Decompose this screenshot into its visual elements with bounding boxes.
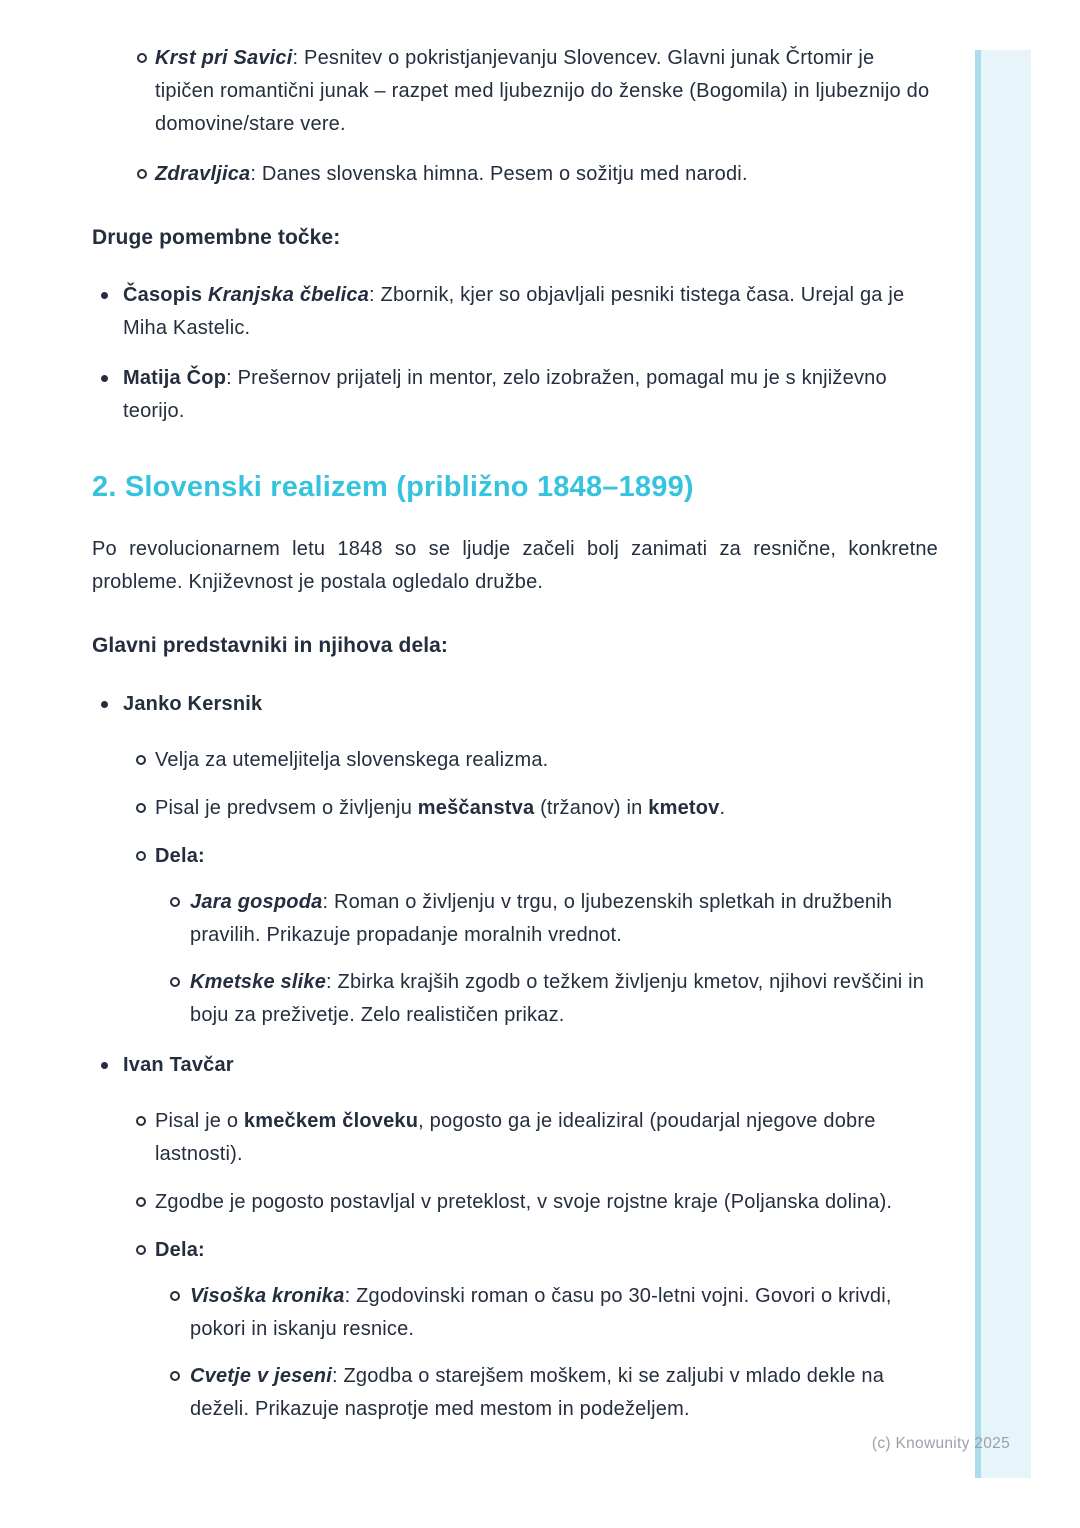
- author-point: Pisal je o kmečkem človeku, pogosto ga je idealiziral (poudarjal njegove dobre lastnosti).: [155, 1110, 876, 1165]
- work-title: Krst pri Savici: [155, 47, 293, 69]
- notes-content: [92, 42, 938, 1441]
- realism-intro-paragraph: Po revolucionarnem letu 1848 so se ljudje začeli bolj zanimati za resnične, konkretne probleme. Književnost je postala ogledalo družbe.: [92, 538, 938, 593]
- bullet-circle-icon: [170, 1371, 180, 1381]
- list-item: [155, 966, 938, 1032]
- work-entry: [190, 886, 938, 952]
- point-lead: Matija Čop: [123, 367, 227, 389]
- author-point: Velja za utemeljitelja slovenskega realizma.: [155, 749, 549, 771]
- list-item: [155, 1360, 938, 1426]
- author-points-list: [123, 1105, 938, 1426]
- work-title: Cvetje v jeseni: [190, 1365, 332, 1387]
- works-label: Dela:: [155, 1239, 205, 1261]
- point-lead: Časopis: [123, 284, 208, 306]
- work-description: : Roman o življenju v trgu, o ljubezenskih spletkah in družbenih pravilih. Prikazuje propadanje moralnih vrednot.: [190, 891, 893, 946]
- author-block-tavcar: [92, 1049, 938, 1426]
- work-entry: [155, 42, 938, 141]
- bullet-dot-icon: [101, 1062, 108, 1069]
- work-entry: [190, 1360, 938, 1426]
- main-representatives-heading: Glavni predstavniki in njihova dela:: [92, 634, 449, 657]
- list-item: [123, 744, 938, 777]
- point-entry: [123, 362, 938, 428]
- bullet-circle-icon: [136, 1245, 146, 1255]
- authors-list: [92, 688, 938, 1426]
- list-item: [123, 1234, 938, 1426]
- side-accent-stripe: [975, 50, 1031, 1478]
- list-item: [155, 886, 938, 952]
- work-description: : Pesnitev o pokristjanjevanju Slovencev. Glavni junak Črtomir je tipičen romantični junak – razpet med ljubeznijo do ženske (Bogomila) in ljubeznijo do domovine/stare vere.: [155, 47, 930, 135]
- bullet-circle-icon: [136, 1197, 146, 1207]
- bullet-circle-icon: [136, 1116, 146, 1126]
- list-item: [123, 1186, 938, 1219]
- list-item: [92, 362, 938, 428]
- emphasis-term: meščanstva: [417, 797, 535, 819]
- author-points-list: [123, 744, 938, 1032]
- work-entry: [190, 1280, 938, 1346]
- list-item: [123, 792, 938, 825]
- work-description: : Danes slovenska himna. Pesem o sožitju med narodi.: [250, 163, 748, 185]
- other-points-heading: Druge pomembne točke:: [92, 226, 341, 249]
- other-points-list: [92, 279, 938, 428]
- point-description: : Zbornik, kjer so objavljali pesniki tistega časa. Urejal ga je Miha Kastelic.: [123, 284, 905, 339]
- point-description: : Prešernov prijatelj in mentor, zelo izobražen, pomagal mu je s književno teorijo.: [123, 367, 887, 422]
- bullet-circle-icon: [136, 851, 146, 861]
- bullet-circle-icon: [137, 169, 147, 179]
- work-entry: [155, 158, 938, 191]
- author-block-kersnik: [92, 688, 938, 1032]
- bullet-dot-icon: [101, 375, 108, 382]
- author-name: Ivan Tavčar: [123, 1054, 234, 1076]
- emphasis-term: kmetov: [648, 797, 720, 819]
- work-title: Zdravljica: [155, 163, 251, 185]
- bullet-circle-icon: [170, 977, 180, 987]
- realism-section-heading: 2. Slovenski realizem (približno 1848–1899): [92, 471, 694, 503]
- author-name: Janko Kersnik: [123, 693, 263, 715]
- bullet-circle-icon: [137, 53, 147, 63]
- work-description: : Zgodba o starejšem moškem, ki se zaljubi v mlado dekle na deželi. Prikazuje nasprotje med mestom in podeželjem.: [190, 1365, 885, 1420]
- point-lead-italic: Kranjska čbelica: [207, 284, 370, 306]
- list-item: [155, 1280, 938, 1346]
- author-point: Zgodbe je pogosto postavljal v preteklost, v svoje rojstne kraje (Poljanska dolina).: [155, 1191, 893, 1213]
- work-entry: [190, 966, 938, 1032]
- list-item: [92, 279, 938, 345]
- copyright-note: (c) Knowunity 2025: [871, 1435, 1010, 1452]
- emphasis-term: kmečkem človeku: [243, 1110, 419, 1132]
- works-label: Dela:: [155, 845, 205, 867]
- list-item: [92, 42, 938, 141]
- work-title: Kmetske slike: [190, 971, 327, 993]
- author-point: Pisal je predvsem o življenju meščanstva (tržanov) in kmetov.: [155, 797, 726, 819]
- point-entry: [123, 279, 938, 345]
- bullet-circle-icon: [170, 1291, 180, 1301]
- work-description: : Zgodovinski roman o času po 30-letni vojni. Govori o krivdi, pokori in iskanju resnice.: [190, 1285, 892, 1340]
- work-description: : Zbirka krajših zgodb o težkem življenju kmetov, njihovi revščini in boju za preživetje. Zelo realističen prikaz.: [190, 971, 925, 1026]
- bullet-circle-icon: [170, 897, 180, 907]
- author-works-list: [155, 886, 938, 1032]
- bullet-circle-icon: [136, 755, 146, 765]
- bullet-circle-icon: [136, 803, 146, 813]
- work-title: Jara gospoda: [190, 891, 323, 913]
- bullet-dot-icon: [101, 701, 108, 708]
- list-item: [123, 840, 938, 1032]
- work-title: Visoška kronika: [190, 1285, 345, 1307]
- romanticism-works-list: [92, 42, 938, 191]
- list-item: [92, 158, 938, 191]
- author-works-list: [155, 1280, 938, 1426]
- bullet-dot-icon: [101, 292, 108, 299]
- list-item: [123, 1105, 938, 1171]
